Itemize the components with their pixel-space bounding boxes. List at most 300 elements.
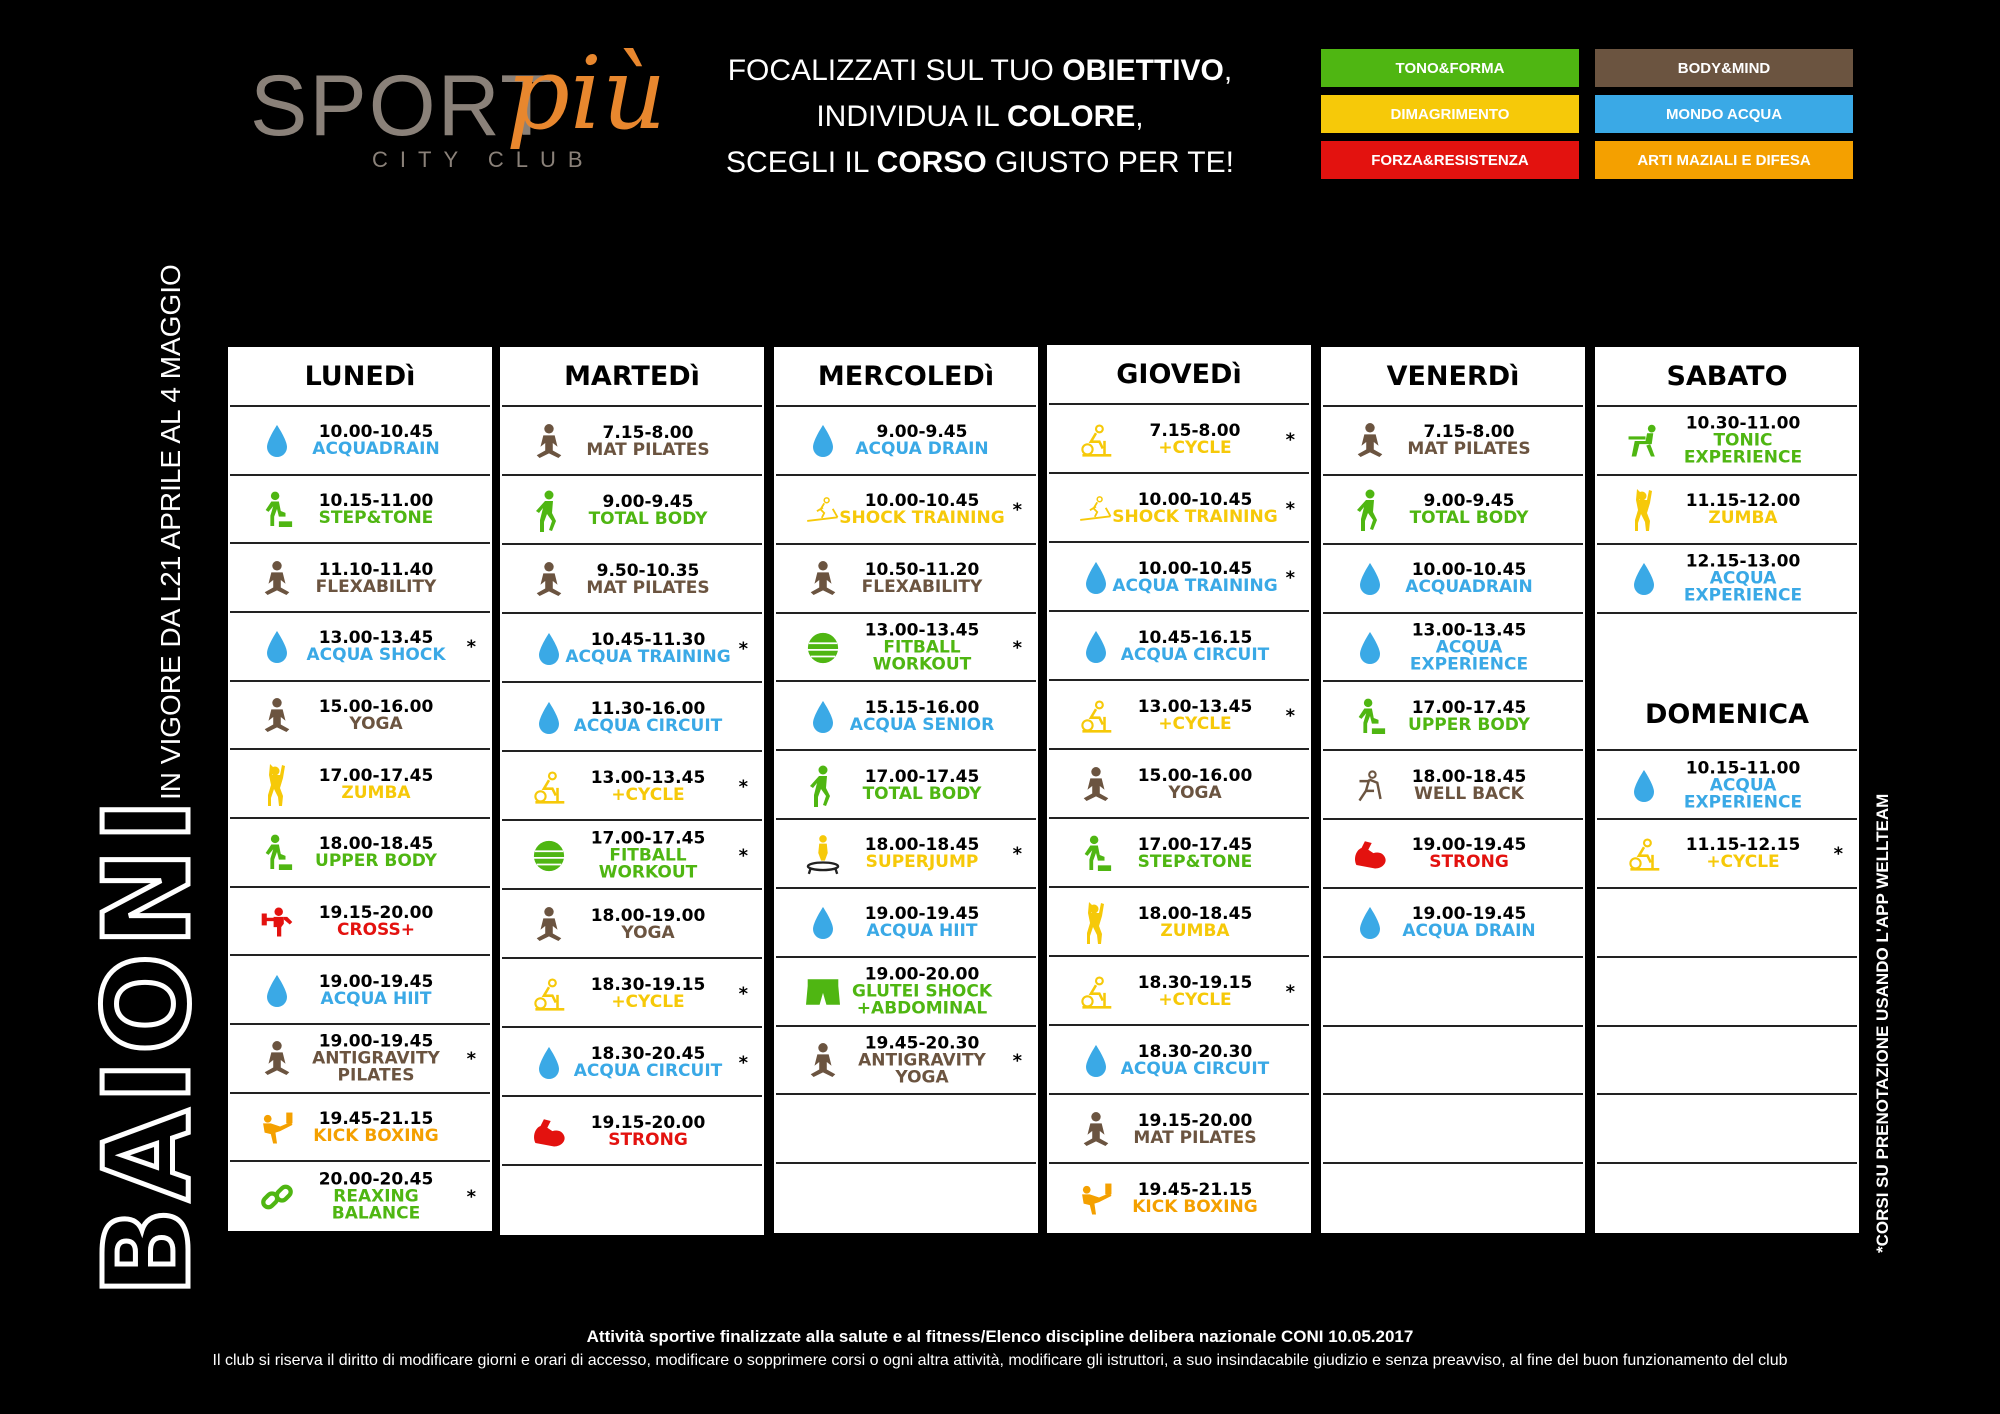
class-info [838,424,1006,458]
class-name: +CYCLE [1158,437,1232,458]
class-time: 17.00-17.45 [318,765,434,786]
class-time: 10.50-11.20 [864,560,980,581]
class-name: KICK BOXING [313,1125,439,1146]
class-slot [1049,1162,1309,1233]
booking-required-star: * [738,983,748,1004]
day-header: MARTEDì [564,360,700,392]
class-slot [230,817,490,888]
class-slot [230,680,490,751]
class-slot [1049,955,1309,1026]
logo-piu-text: più [506,35,667,152]
yoga-icon [260,1040,294,1078]
location-title: BAIONI [78,792,216,1297]
class-slot [502,819,762,890]
class-time: 18.00-18.45 [318,834,434,855]
class-info [1385,622,1553,673]
day-header: SABATO [1666,360,1788,392]
day-header: LUNEDì [304,360,416,392]
class-name: ZUMBA [341,782,411,803]
class-info [564,1043,732,1081]
kick-icon [260,1109,294,1147]
legend-dimagrimento: DIMAGRIMENTO [1321,95,1579,133]
class-time: 20.00-20.45 [318,1169,434,1190]
class-time: 10.45-11.30 [590,629,706,650]
class-info [564,830,732,881]
kick-icon [1079,1180,1113,1218]
class-slot [1049,472,1309,543]
class-time: 19.00-19.45 [1411,904,1527,925]
class-name: ACQUA SENIOR [849,714,995,735]
muscle-icon [1353,835,1387,873]
class-time: 13.00-13.45 [864,620,980,641]
class-time: 10.00-10.45 [1137,489,1253,510]
class-slot [230,886,490,957]
class-info [1111,1110,1279,1148]
class-slot [502,543,762,614]
booking-required-star: * [738,1052,748,1073]
class-slot [1323,1162,1583,1233]
class-name: ANTIGRAVITY YOGA [858,1050,986,1088]
class-info [1385,424,1553,458]
class-info [838,906,1006,940]
class-name: ACQUA CIRCUIT [573,715,723,736]
day-header: GIOVEDì [1116,358,1242,390]
dancer-icon [260,766,294,804]
runner-icon [806,767,840,805]
booking-required-star: * [738,638,748,659]
class-info [292,836,460,870]
class-slot [1597,1093,1857,1164]
class-time: 10.15-11.00 [1685,758,1801,779]
class-slot [776,474,1036,545]
ball-icon [532,837,566,875]
class-slot [776,405,1036,476]
class-info [292,424,460,458]
water-drop-icon [1353,560,1387,598]
class-info [838,697,1006,735]
class-time: 18.00-18.45 [1411,766,1527,787]
class-name: UPPER BODY [1408,714,1530,735]
class-name: SHOCK TRAINING [839,508,1005,529]
class-name: ACQUA EXPERIENCE [1683,568,1803,606]
squat-icon [1627,422,1661,460]
class-time: 19.00-19.45 [1411,835,1527,856]
class-slot [502,750,762,821]
class-name: CROSS+ [337,919,415,940]
class-name: TOTAL BODY [1409,508,1529,529]
booking-required-star: * [466,1186,476,1208]
class-time: 10.00-10.45 [864,491,980,512]
class-name: ACQUA EXPERIENCE [1409,637,1529,675]
class-slot [1597,405,1857,476]
booking-note: *CORSI SU PRENOTAZIONE USANDO L'APP WELLTEAM [1873,793,1892,1253]
booking-required-star: * [1012,499,1022,521]
class-info [838,1035,1006,1086]
class-slot [1049,1024,1309,1095]
water-drop-icon [1079,559,1113,597]
class-info [1111,903,1279,941]
class-name: ACQUA CIRCUIT [573,1060,723,1081]
treadmill-icon [1079,490,1113,528]
class-slot [1597,749,1857,820]
class-slot [502,1026,762,1097]
class-slot [230,748,490,819]
class-info [838,964,1006,1019]
class-slot [776,680,1036,751]
runner-icon [1353,491,1387,529]
class-info [1111,765,1279,803]
class-slot [776,612,1036,683]
booking-required-star: * [1833,843,1843,865]
class-time: 13.00-13.45 [590,767,706,788]
legend-body-mind: BODY&MIND [1595,49,1853,87]
class-time: 10.00-10.45 [318,422,434,443]
class-slot [1597,1025,1857,1096]
class-info [1385,906,1553,940]
class-slot [776,543,1036,614]
class-slot [1323,887,1583,958]
class-name: ACQUA SHOCK [306,645,446,666]
column-lunedi [228,347,492,1231]
column-mercoledi [774,347,1038,1233]
column-martedi [500,347,764,1235]
class-slot [1597,543,1857,614]
class-slot [1323,405,1583,476]
class-slot [502,612,762,683]
class-info [1659,493,1827,527]
bike-icon [1627,835,1661,873]
booking-required-star: * [466,636,476,658]
class-info [838,562,1006,596]
class-slot [1323,543,1583,614]
class-info [564,629,732,667]
class-slot [776,1025,1036,1096]
class-info [564,491,732,529]
class-name: TOTAL BODY [588,508,708,529]
class-info [1659,837,1827,871]
class-info [1385,697,1553,735]
class-slot [230,1160,490,1231]
class-name: +CYCLE [611,784,685,805]
water-drop-icon [1079,628,1113,666]
class-info [292,559,460,597]
class-info [838,837,1006,871]
class-name: +CYCLE [1158,989,1232,1010]
class-info [1111,627,1279,665]
class-time: 12.15-13.00 [1685,551,1801,572]
yoga-icon [806,560,840,598]
water-drop-icon [806,904,840,942]
class-name: ACQUA HIIT [866,921,978,942]
class-slot [776,887,1036,958]
class-slot [502,1164,762,1235]
class-slot [1049,817,1309,888]
class-time: 9.00-9.45 [602,491,694,512]
class-name: ACQUA EXPERIENCE [1683,775,1803,813]
class-info [292,765,460,803]
class-slot [1049,679,1309,750]
water-drop-icon [260,972,294,1010]
dancer-icon [1079,904,1113,942]
class-slot [230,611,490,682]
class-time: 15.00-16.00 [318,696,434,717]
dancer-icon [1627,491,1661,529]
class-slot [1049,403,1309,474]
class-slot [1323,1025,1583,1096]
class-time: 10.00-10.45 [1137,558,1253,579]
class-name: TONIC EXPERIENCE [1683,430,1803,468]
class-time: 17.00-17.45 [864,766,980,787]
class-name: MAT PILATES [586,577,710,598]
class-slot [1323,818,1583,889]
class-time: 19.15-20.00 [590,1112,706,1133]
class-name: ACQUA TRAINING [1112,575,1278,596]
class-slot [1049,1093,1309,1164]
class-time: 19.00-19.45 [864,904,980,925]
yoga-icon [806,1042,840,1080]
class-time: 19.00-19.45 [318,971,434,992]
class-info [292,971,460,1009]
class-slot [230,1092,490,1163]
class-name: +CYCLE [611,991,685,1012]
class-name: YOGA [621,922,675,943]
class-info [1111,558,1279,596]
class-name: ZUMBA [1708,508,1778,529]
booking-required-star: * [1012,843,1022,865]
class-time: 15.15-16.00 [864,697,980,718]
class-name: STRONG [608,1129,688,1150]
tagline-line-1: FOCALIZZATI SUL TUO OBIETTIVO, [727,54,1233,87]
water-drop-icon [532,699,566,737]
class-time: 10.15-11.00 [318,490,434,511]
class-time: 18.00-18.45 [864,835,980,856]
class-slot [1049,610,1309,681]
footer-coni-note: Attività sportive finalizzate alla salute e al fitness/Elenco discipline delibera nazionale CONI 10.05.2017 [586,1327,1414,1346]
class-slot [776,1093,1036,1164]
class-name: ANTIGRAVITY PILATES [312,1048,440,1086]
class-name: +CYCLE [1158,713,1232,734]
booking-required-star: * [1012,1050,1022,1072]
class-name: ACQUA HIIT [320,988,432,1009]
step-icon [260,491,294,529]
class-name: FITBALL WORKOUT [598,845,698,882]
class-info [292,902,460,940]
water-drop-icon [1079,1042,1113,1080]
class-slot [230,954,490,1025]
trampoline-icon [806,835,840,873]
class-name: FLEXABILITY [315,576,437,597]
class-time: 7.15-8.00 [602,422,694,443]
ball-icon [806,629,840,667]
muscle-icon [532,1113,566,1151]
class-info [1111,972,1279,1010]
class-info [564,560,732,598]
class-name: WELL BACK [1414,783,1524,804]
class-name: SHOCK TRAINING [1112,506,1278,527]
water-drop-icon [532,1044,566,1082]
column-venerdi [1321,347,1585,1233]
class-slot [1323,1093,1583,1164]
class-name: STRONG [1429,852,1509,873]
yoga-icon [532,423,566,461]
class-slot [230,474,490,545]
sportpiu-logo [250,35,670,185]
class-name: FITBALL WORKOUT [872,637,972,675]
class-slot [776,1162,1036,1233]
class-info [1111,696,1279,734]
tagline [690,48,1270,186]
water-drop-icon [260,628,294,666]
logo-sport-text: SPORT [250,58,555,154]
class-name: GLUTEI SHOCK +ABDOMINAL [851,981,992,1019]
tagline-line-2: INDIVIDUA IL COLORE, [816,100,1144,133]
class-slot [776,818,1036,889]
class-slot [502,405,762,476]
class-time: 11.15-12.00 [1685,491,1801,512]
class-name: ACQUA DRAIN [1402,921,1536,942]
tagline-line-3: SCEGLI IL CORSO GIUSTO PER TE! [726,146,1234,179]
water-drop-icon [1353,629,1387,667]
class-name: MAT PILATES [1407,439,1531,460]
class-slot [502,957,762,1028]
step-icon [1353,698,1387,736]
class-info [292,1108,460,1146]
class-slot [1323,956,1583,1027]
booking-required-star: * [1012,637,1022,659]
class-slot [1049,748,1309,819]
class-info [838,622,1006,673]
treadmill-icon [806,491,840,529]
booking-required-star: * [738,845,748,866]
class-name: TOTAL BODY [862,783,982,804]
class-info [292,1171,460,1222]
legend-arti-marziali: ARTI MAZIALI E DIFESA [1595,141,1853,179]
class-time: 10.00-10.45 [1411,560,1527,581]
class-slot [1049,886,1309,957]
class-name: KICK BOXING [1132,1196,1258,1217]
class-info [292,1031,460,1086]
class-time: 7.15-8.00 [1149,420,1241,441]
chain-icon [260,1178,294,1216]
yoga-icon [260,560,294,598]
bike-icon [532,768,566,806]
class-time: 18.00-19.00 [590,905,706,926]
yoga-icon [1079,1111,1113,1149]
footer-disclaimer: Il club si riserva il diritto di modificare giorni e orari di accesso, modificare o sopprimere corsi o ogni altra attività, modificare gli istruttori, a suo insindacabile giudizio e senza preavviso, al fine del buon funzionamento del club [212,1352,1788,1369]
class-slot [1323,749,1583,820]
class-slot [502,888,762,959]
class-slot [1323,474,1583,545]
class-info [838,766,1006,804]
yoga-icon [532,906,566,944]
class-slot [502,474,762,545]
booking-required-star: * [1285,705,1295,726]
class-name: ACQUADRAIN [312,439,440,460]
validity-period: IN VIGORE DA L21 APRILE AL 4 MAGGIO [155,264,186,800]
class-slot [1597,818,1857,889]
water-drop-icon [806,698,840,736]
class-time: 13.00-13.45 [318,628,434,649]
class-name: MAT PILATES [586,439,710,460]
class-name: +CYCLE [1706,852,1780,873]
class-name: ACQUADRAIN [1405,577,1533,598]
booking-required-star: * [1285,567,1295,588]
class-name: STEP&TONE [318,507,434,528]
yoga-icon [260,697,294,735]
class-slot [230,542,490,613]
class-name: MAT PILATES [1133,1127,1257,1148]
class-info [564,1112,732,1150]
step-icon [260,834,294,872]
stretch-icon [1353,767,1387,805]
class-name: YOGA [349,713,403,734]
class-info [292,630,460,664]
class-time: 7.15-8.00 [1423,422,1515,443]
legend-tono-forma: TONO&FORMA [1321,49,1579,87]
booking-required-star: * [466,1048,476,1070]
class-time: 18.30-20.45 [590,1043,706,1064]
class-time: 19.15-20.00 [1137,1110,1253,1131]
class-name: ZUMBA [1160,920,1230,941]
water-drop-icon [1353,904,1387,942]
class-name: ACQUA TRAINING [565,646,731,667]
class-info [564,698,732,736]
booking-required-star: * [1285,498,1295,519]
class-time: 13.00-13.45 [1411,620,1527,641]
class-slot [1323,612,1583,683]
day-header: VENERDì [1386,360,1520,392]
class-info [564,767,732,805]
booking-required-star: * [738,776,748,797]
class-time: 19.00-19.45 [318,1031,434,1052]
class-slot [1597,1162,1857,1233]
class-info [1385,766,1553,804]
class-time: 11.10-11.40 [318,559,434,580]
step-icon [1079,835,1113,873]
class-slot [776,956,1036,1027]
class-time: 10.30-11.00 [1685,413,1801,434]
class-slot [502,681,762,752]
legend-mondo-acqua: MONDO ACQUA [1595,95,1853,133]
class-slot [502,1095,762,1166]
class-time: 17.00-17.45 [1137,834,1253,855]
class-name: YOGA [1168,782,1222,803]
weightlifter-icon [260,903,294,941]
class-time: 18.30-19.15 [1137,972,1253,993]
day-header-domenica: DOMENICA [1644,699,1810,731]
class-slot [1597,474,1857,545]
class-info [564,974,732,1012]
booking-required-star: * [1285,981,1295,1002]
class-time: 19.45-20.30 [864,1033,980,1054]
yoga-icon [1079,766,1113,804]
water-drop-icon [532,630,566,668]
class-time: 19.45-21.15 [1137,1179,1253,1200]
water-drop-icon [806,422,840,460]
class-name: FLEXABILITY [861,577,983,598]
class-time: 15.00-16.00 [1137,765,1253,786]
water-drop-icon [1627,560,1661,598]
class-time: 10.45-16.15 [1137,627,1253,648]
class-time: 17.00-17.45 [590,828,706,848]
class-info [564,905,732,943]
day-header: MERCOLEDì [817,360,995,392]
bike-icon [1079,697,1113,735]
bike-icon [1079,973,1113,1011]
class-slot [230,405,490,476]
shorts-icon [806,973,840,1011]
class-info [1111,489,1279,527]
